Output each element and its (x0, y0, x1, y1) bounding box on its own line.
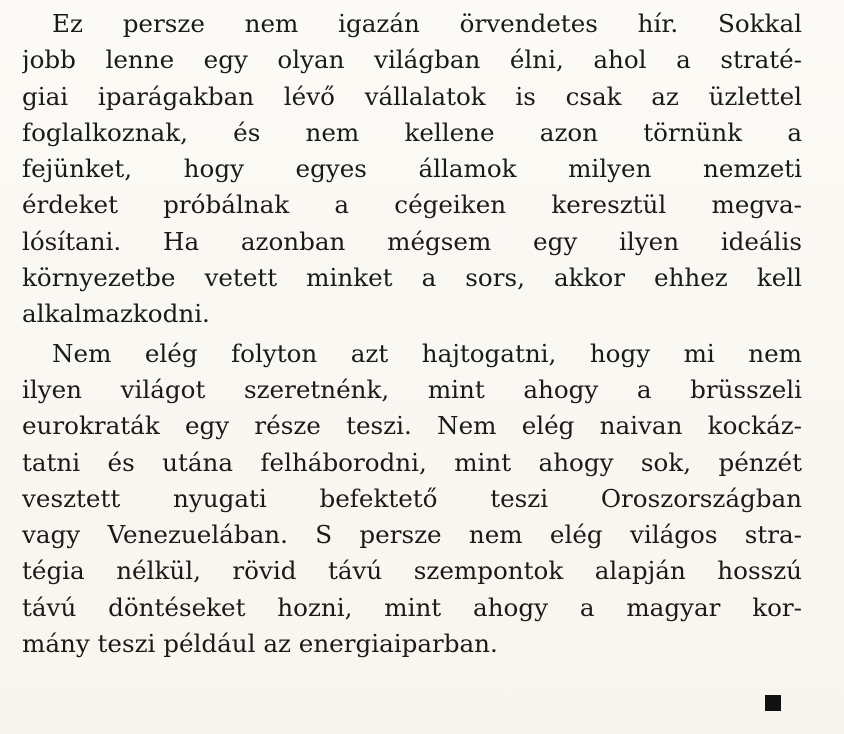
paragraph-line: tatni és utána felháborodni, mint ahogy sok, pénzét (22, 447, 802, 477)
black-square-end-mark-icon (765, 695, 781, 711)
paragraph-2 (22, 336, 802, 663)
paragraph-line: lósítani. Ha azonban mégsem egy ilyen ideális (22, 226, 802, 256)
paragraph-line: alkalmazkodni. (22, 299, 210, 329)
paragraph-line: giai iparágakban lévő vállalatok is csak az üzlettel (22, 81, 802, 111)
paragraph-line: ilyen világot szeretnénk, mint ahogy a brüsszeli (22, 374, 802, 404)
article-column (22, 6, 802, 662)
paragraph-line: vagy Venezuelában. S persze nem elég világos stra- (22, 520, 802, 550)
paragraph-line: környezetbe vetett minket a sors, akkor ehhez kell (22, 263, 802, 293)
paragraph-line: mány teszi például az energiaiparban. (22, 629, 498, 659)
paragraph-line: jobb lenne egy olyan világban élni, ahol a straté- (22, 45, 802, 75)
paragraph-line: érdeket próbálnak a cégeiken keresztül megva- (22, 190, 802, 220)
paragraph-line: távú döntéseket hozni, mint ahogy a magyar kor- (22, 592, 802, 622)
paragraph-line: vesztett nyugati befektető teszi Oroszországban (22, 483, 802, 513)
paragraph-line: foglalkoznak, és nem kellene azon törnünk a (22, 117, 802, 147)
paragraph-line: fejünket, hogy egyes államok milyen nemzeti (22, 154, 802, 184)
paragraph-line: tégia nélkül, rövid távú szempontok alapján hosszú (22, 556, 802, 586)
paragraph-1 (22, 6, 802, 333)
paragraph-line: Ez persze nem igazán örvendetes hír. Sokkal (52, 9, 802, 38)
paragraph-line: Nem elég folyton azt hajtogatni, hogy mi nem (52, 338, 802, 368)
paragraph-line: eurokraták egy része teszi. Nem elég naivan kockáz- (22, 411, 802, 441)
